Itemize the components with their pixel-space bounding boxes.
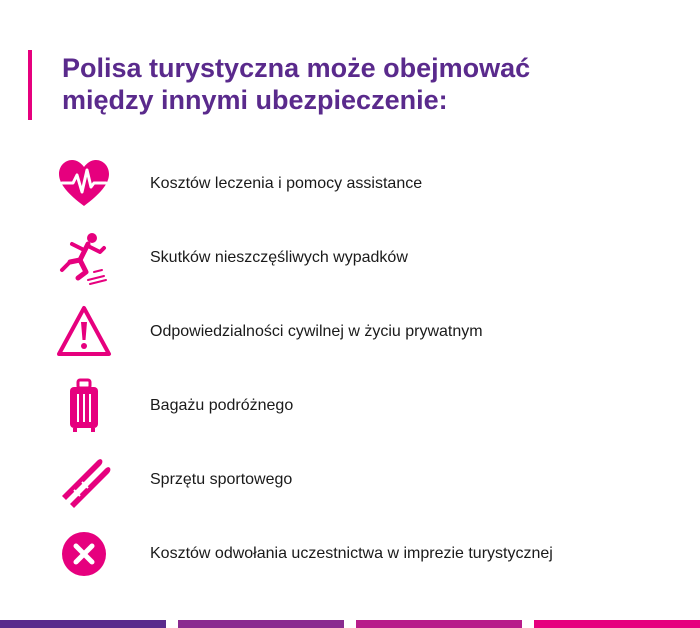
skis-icon — [56, 452, 112, 508]
list-item — [0, 296, 700, 370]
falling-person-icon — [56, 230, 112, 286]
suitcase-icon — [56, 378, 112, 434]
footer-gradient-bars — [0, 620, 700, 628]
footer-bar-2 — [178, 620, 344, 628]
list-item — [0, 518, 700, 592]
list-item — [0, 222, 700, 296]
footer-bar-3 — [356, 620, 522, 628]
footer-bar-4 — [534, 620, 700, 628]
warning-triangle-icon — [56, 304, 112, 360]
list-item — [0, 444, 700, 518]
list-item-label: Sprzętu sportowego — [150, 471, 293, 488]
list-item-label: Kosztów odwołania uczestnictwa w imprezie turystycznej — [150, 545, 553, 562]
cancel-circle-icon — [56, 526, 112, 582]
list-item-label: Skutków nieszczęśliwych wypadków — [150, 249, 408, 266]
list-item — [0, 148, 700, 222]
page-title-line-2: między innymi ubezpieczenie: — [62, 85, 448, 115]
heading-block — [28, 50, 668, 120]
page-title-line-1: Polisa turystyczna może obejmować — [62, 53, 531, 83]
list-item-label: Odpowiedzialności cywilnej w życiu prywatnym — [150, 323, 483, 340]
list-item — [0, 370, 700, 444]
heart-pulse-icon — [56, 156, 112, 212]
heading-accent-bar — [28, 50, 32, 120]
list-item-label: Kosztów leczenia i pomocy assistance — [150, 175, 423, 192]
page-title — [62, 52, 530, 116]
list-item-label: Bagażu podróżnego — [150, 397, 294, 414]
footer-bar-1 — [0, 620, 166, 628]
